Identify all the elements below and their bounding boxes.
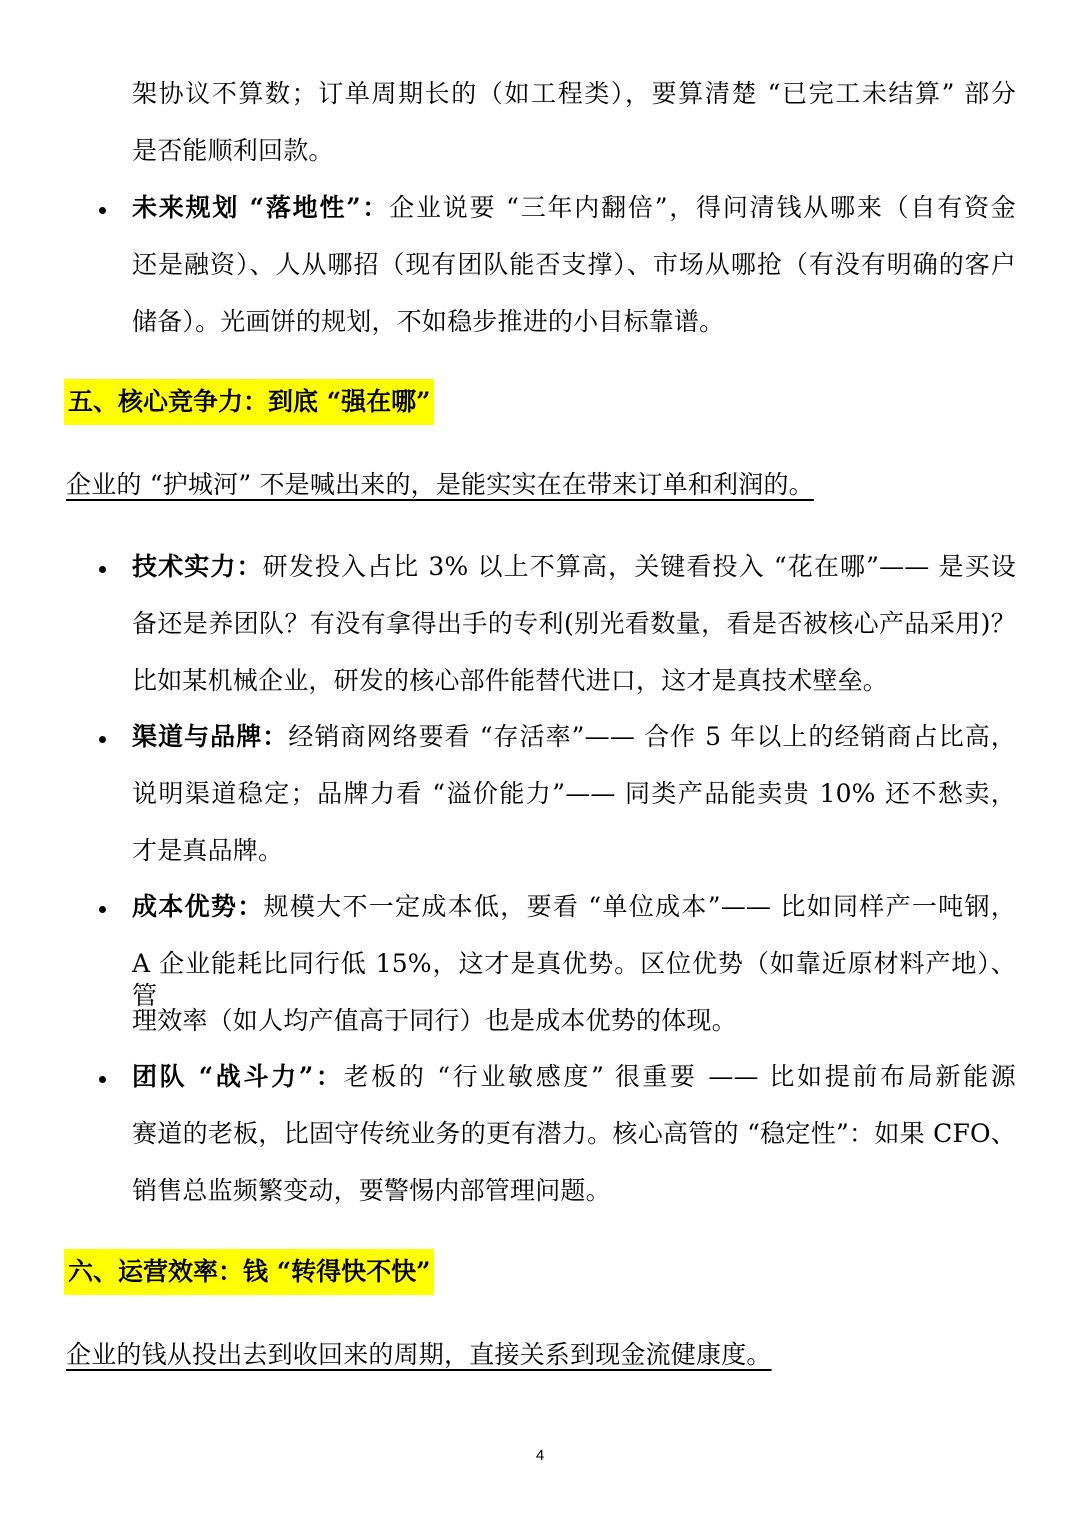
team-line-3: 销售总监频繁变动，要警惕内部管理问题。 [132,1176,611,1205]
bullet-icon [99,1076,106,1083]
channel-line-3: 才是真品牌。 [132,836,284,865]
paragraph-line [132,665,888,697]
list-item-future-plan [132,192,1016,224]
paragraph-line [132,249,1016,281]
future-plan-label: 未来规划 “落地性”： [132,193,390,222]
team-label: 团队 “战斗力”： [132,1062,344,1091]
paragraph-line [132,306,724,338]
intro-line-2: 是否能顺利回款。 [132,136,334,165]
cost-line-3: 理效率（如人均产值高于同行）也是成本优势的体现。 [132,1006,737,1035]
cost-line-1: 规模大不一定成本低，要看 “单位成本”—— 比如同样产一吨钢， [263,892,1016,921]
list-item-team [132,1061,1016,1093]
paragraph-line [132,135,334,167]
channel-line-2: 说明渠道稳定；品牌力看 “溢价能力”—— 同类产品能卖贵 10% 还不愁卖， [132,779,1016,808]
future-plan-line-2: 还是融资）、人从哪招（现有团队能否支撑）、市场从哪抢（有没有明确的客户 [132,250,1016,279]
section-5-heading: 五、核心竞争力：到底 “强在哪” [64,379,434,425]
paragraph-line [132,948,1016,1010]
list-item-channel [132,721,1016,753]
section-5-summary: 企业的 “护城河” 不是喊出来的，是能实实在在带来订单和利润的。 [66,470,814,499]
cost-label: 成本优势： [132,892,264,921]
tech-line-2: 备还是养团队？有没有拿得出手的专利(别光看数量，看是否被核心产品采用)？ [132,609,1016,638]
page-number: 4 [535,1447,545,1464]
bullet-icon [99,906,106,913]
list-item-cost [132,891,1016,923]
paragraph-line [132,1175,611,1207]
channel-label: 渠道与品牌： [132,722,289,751]
team-line-1: 老板的 “行业敏感度” 很重要 —— 比如提前布局新能源 [343,1062,1017,1091]
bullet-icon [99,207,106,214]
paragraph-line [132,608,1016,640]
list-item-tech [132,551,1016,583]
paragraph-line [132,835,283,867]
section-6-heading: 六、运营效率：钱 “转得快不快” [64,1249,434,1295]
section-6-summary: 企业的钱从投出去到收回来的周期，直接关系到现金流健康度。 [66,1340,772,1369]
cost-line-2: A 企业能耗比同行低 15%，这才是真优势。区位优势（如靠近原材料产地）、管 [132,949,1016,1010]
tech-line-1: 研发投入占比 3% 以上不算高，关键看投入 “花在哪”—— 是买设 [262,552,1016,581]
future-plan-line-3: 储备）。光画饼的规划，不如稳步推进的小目标靠谱。 [132,307,725,336]
team-line-2: 赛道的老板，比固守传统业务的更有潜力。核心高管的 “稳定性”：如果 CFO、 [132,1119,1016,1148]
intro-line-1: 架协议不算数；订单周期长的（如工程类），要算清楚 “已完工未结算” 部分 [132,79,1016,108]
tech-line-3: 比如某机械企业，研发的核心部件能替代进口，这才是真技术壁垒。 [132,666,889,695]
future-plan-line-1: 企业说要 “三年内翻倍”，得问清钱从哪来（自有资金 [389,193,1017,222]
bullet-icon [99,566,106,573]
channel-line-1: 经销商网络要看 “存活率”—— 合作 5 年以上的经销商占比高， [288,722,1016,751]
paragraph-line [132,1118,1016,1150]
tech-label: 技术实力： [132,552,263,581]
paragraph-line [132,778,1016,810]
paragraph-line [132,78,1016,110]
bullet-icon [99,736,106,743]
paragraph-line [132,1005,737,1037]
